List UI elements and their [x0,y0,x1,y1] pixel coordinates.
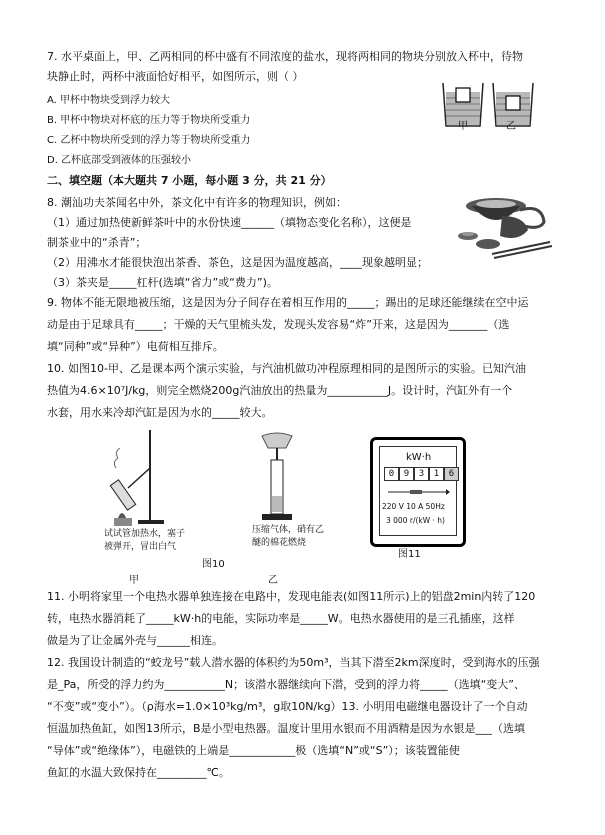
q11-line2: 转，电热水器消耗了_____kW·h的电能，实际功率是_____W。电热水器使用的是三孔插座，这样 [47,612,515,625]
q9-line1: 9. 物体不能无限地被压缩，这是因为分子间存在着相互作用的_____；踢出的足球还能继续在空中运 [47,296,529,309]
q13-line1: 恒温加热鱼缸，如图13所示，B是小型电热器。温度计里用水银而不用酒精是因为水银是___（选填 [47,722,526,735]
meter-digit: 0 [384,467,399,481]
q8-line1: （1）通过加热使新鲜茶叶中的水份快速______（填物态变化名称），这便是 [47,216,412,229]
q8-line2: 制茶业中的“杀青”； [47,236,147,249]
caption-jia-line1: 试试管加热水，塞子 [104,529,186,539]
meter-digit-row [384,467,459,481]
q10-line3: 水套，用水来冷却汽缸是因为水的_____较大。 [47,406,273,419]
section2-title: 二、填空题（本大题共 7 小题，每小题 3 分，共 21 分） [47,174,332,187]
compression-tube-figure [252,430,302,526]
q7-option-c: C. 乙杯中物块所受到的浮力等于物块所受重力 [47,135,251,146]
q11-line1: 11. 小明将家里一个电热水器单独连接在电路中，发现电能表(如图11所示)上的铝盘2min内转了120 [47,590,536,603]
cup-label-jia: 甲 [458,121,468,132]
tea-set-figure [452,184,556,262]
caption-jia-line2: 被弹开，冒出白气 [104,542,177,552]
meter-unit-label: kW·h [406,452,432,463]
figure-10-jia-label: 甲 [129,575,139,586]
q7-stem-line1: 7. 水平桌面上，甲、乙两相同的杯中盛有不同浓度的盐水，现将两相同的物块分别放入杯中，待物 [47,50,523,63]
meter-digit: 1 [429,467,444,481]
q12-line2: 是_Pa，所受的浮力约为___________N；该潜水器继续向下潜，受到的浮力将_____（选填“变大”、 [47,678,526,691]
q9-line2: 动是由于足球具有_____；干燥的天气里梳头发，发现头发容易“炸”开来，这是因为_______（选 [47,318,510,331]
test-tube-figure [108,428,168,528]
energy-meter-face [379,446,457,536]
meter-digit: 3 [414,467,429,481]
meter-rate: 3 000 r/(kW · h) [386,516,445,525]
q12-line3: “不变”或“变小”）。（ρ海水=1.0×10³kg/m³，g取10N/kg）13. 小明用电磁继电器设计了一个自动 [47,700,528,713]
q12-line1: 12. 我国设计制造的“蛟龙号”载人潜水器的体积约为50m³，当其下潜至2km深度时，受到海水的压强 [47,656,540,669]
q7-option-a: A. 甲杯中物块受到浮力较大 [47,95,171,106]
q7-option-d: D. 乙杯底部受到液体的压强较小 [47,155,192,166]
q8-line4: （3）茶夹是_____杠杆(选填“省力”或“费力”)。 [47,276,278,289]
figure-11-label: 图11 [398,549,421,560]
caption-yi-line1: 压缩气体，硝有乙 [252,525,325,535]
meter-spec: 220 V 10 A 50Hz [382,502,445,511]
q10-line2: 热值为4.6×10⁷J/kg，则完全燃烧200g汽油放出的热量为___________J。设计时，汽缸外有一个 [47,384,513,397]
q7-stem-line2: 块静止时，两杯中液面恰好相平，如图所示，则（ ） [47,70,304,83]
beakers-figure [438,78,538,138]
q7-option-b: B. 甲杯中物块对杯底的压力等于物块所受重力 [47,115,251,126]
meter-digit: 6 [444,467,459,481]
q9-line3: 填“同种”或“异种”）电荷相互排斥。 [47,340,224,353]
meter-digit: 9 [399,467,414,481]
q13-line3: 鱼缸的水温大致保持在_________℃。 [47,766,230,779]
q8-stem: 8. 潮汕功夫茶闻名中外，茶文化中有许多的物理知识，例如： [47,196,347,209]
q8-line3: （2）用沸水才能很快泡出茶香、茶色，这是因为温度越高，____现象越明显； [47,256,428,269]
q11-line3: 做是为了让金属外壳与______相连。 [47,634,223,647]
cup-label-yi: 乙 [506,121,516,132]
q13-line2: “导体”或“绝缘体”），电磁铁的上端是____________极（选填“N”或“S”）；该装置能使 [47,744,460,757]
figure-10-label: 图10 [202,559,225,570]
figure-10-yi-label: 乙 [268,575,278,586]
meter-disc-arrow-icon [386,487,450,497]
caption-yi-line2: 醚的棉花燃烧 [252,538,307,548]
energy-meter [370,437,466,547]
q10-line1: 10. 如图10-甲、乙是课本两个演示实验，与汽油机做功冲程原理相同的是图所示的实验。已知汽油 [47,362,526,375]
